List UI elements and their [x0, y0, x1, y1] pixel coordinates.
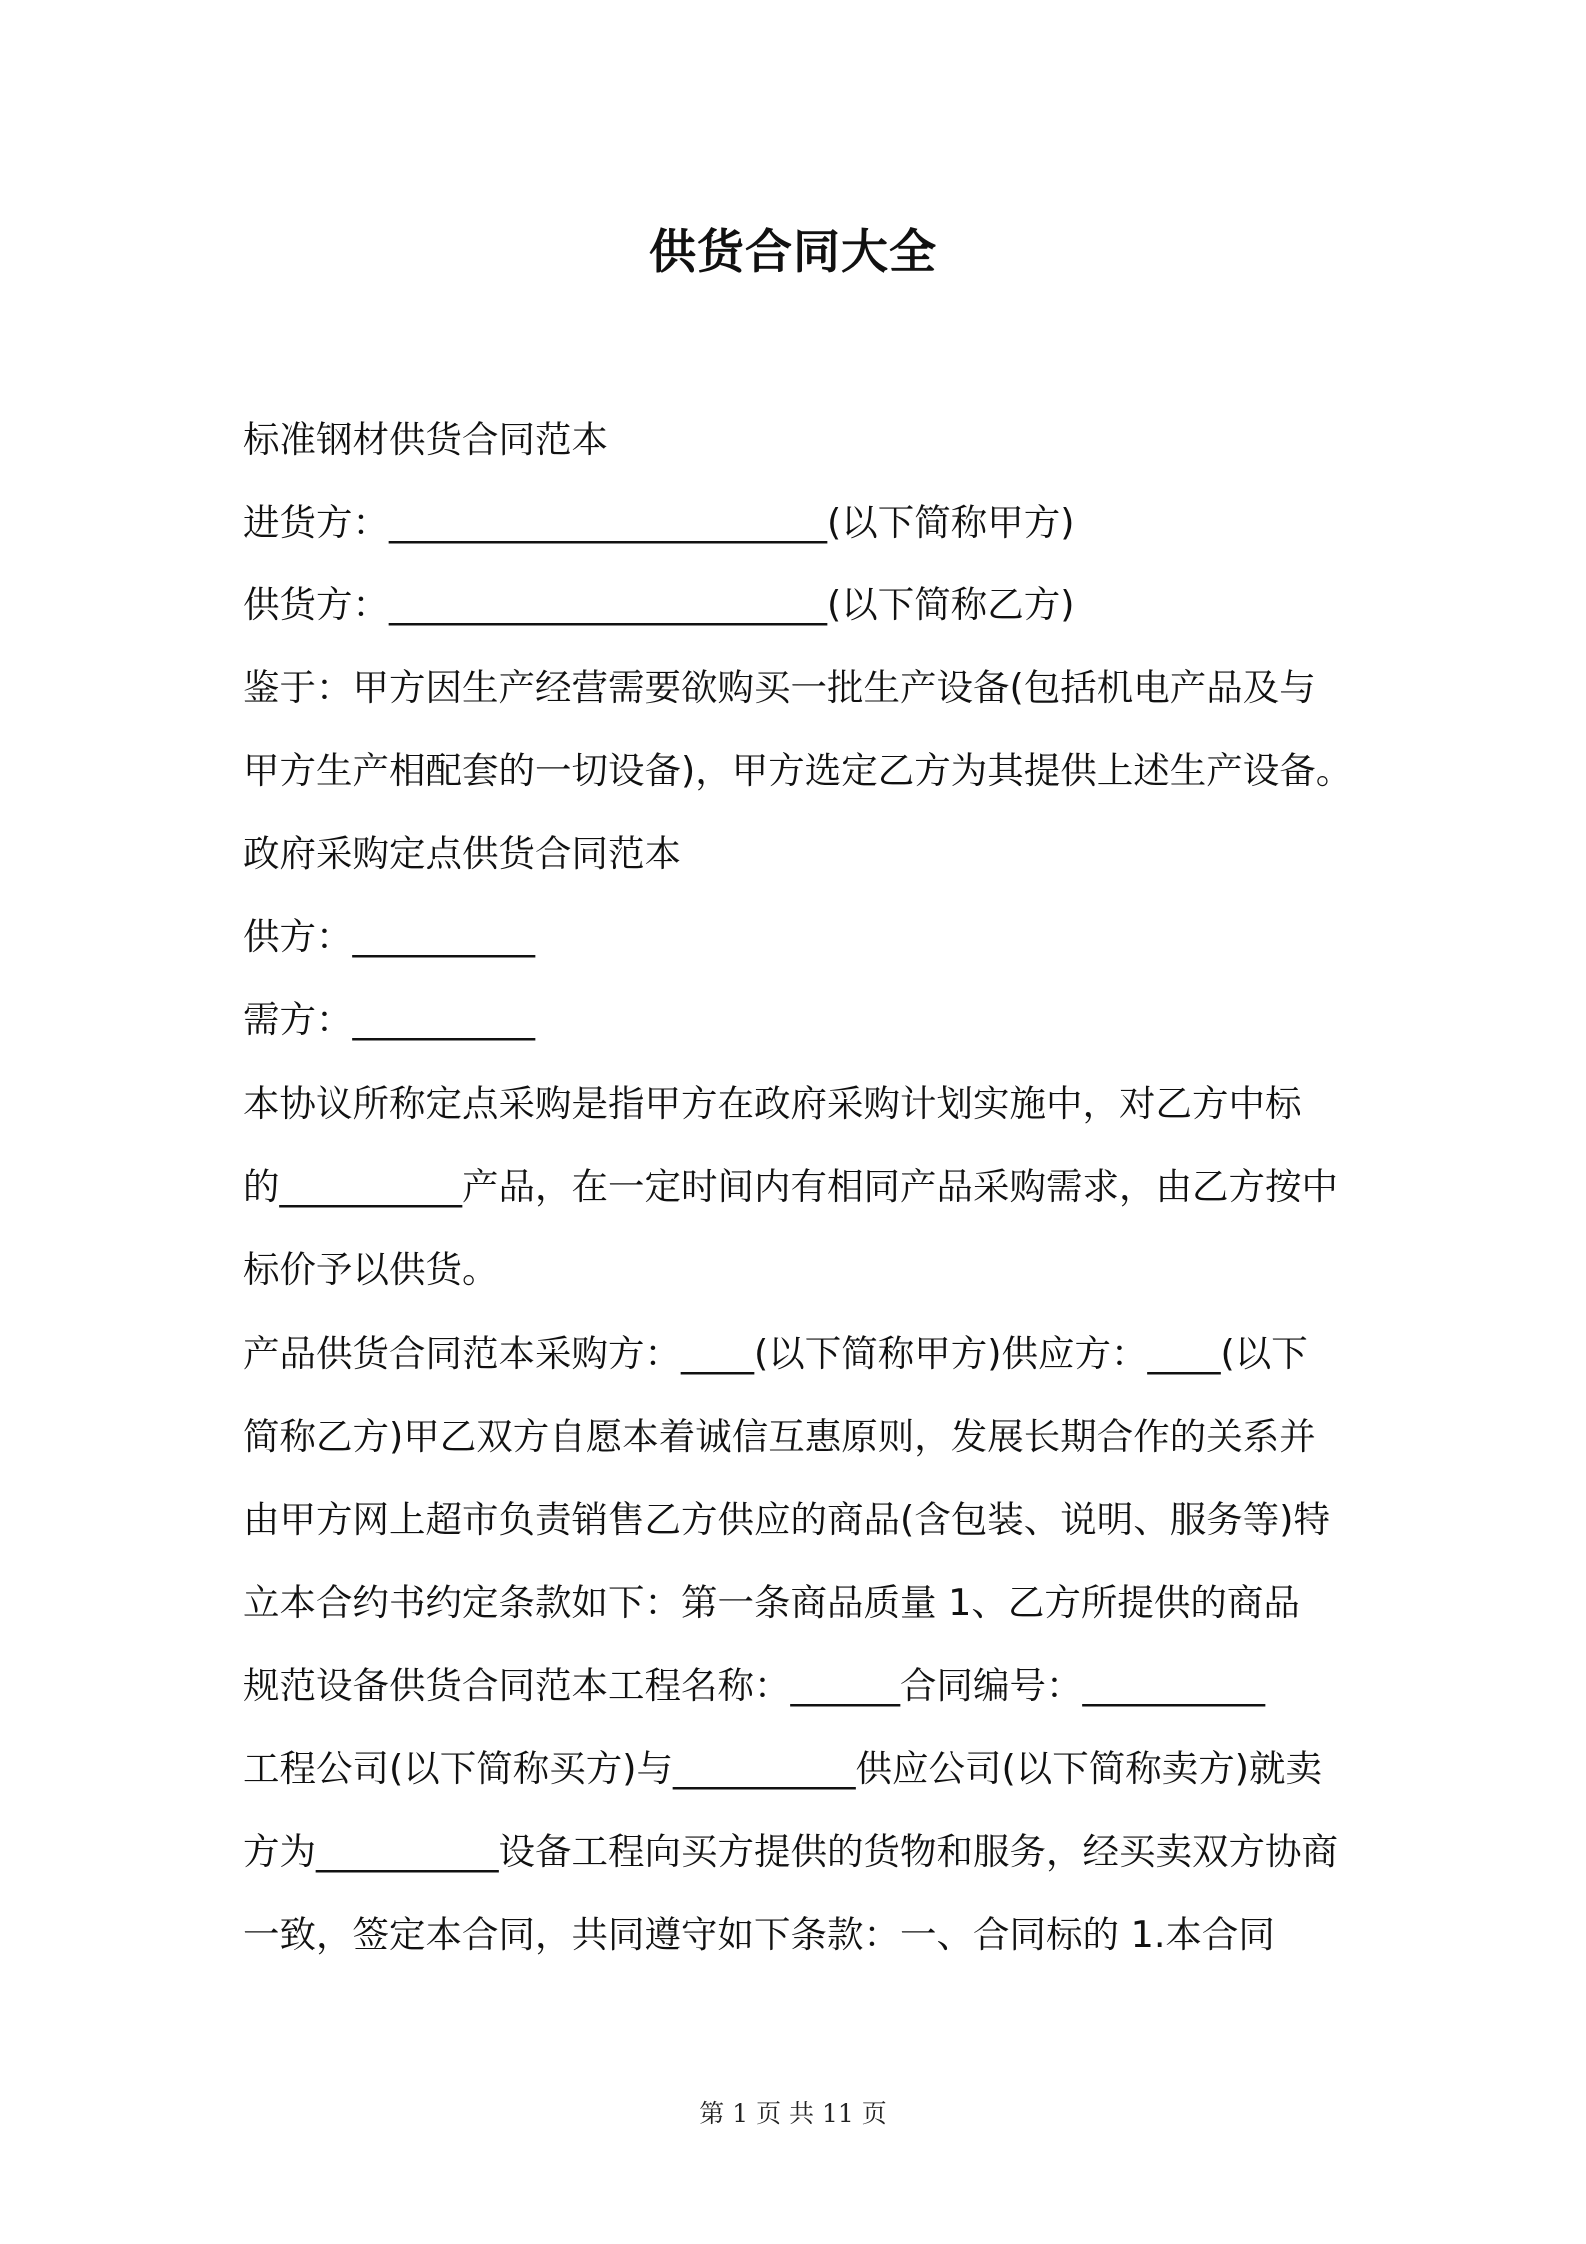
paragraph-line: 进货方：________________________(以下简称甲方) [243, 501, 1075, 544]
paragraph-line: 由甲方网上超市负责销售乙方供应的商品(含包装、说明、服务等)特 [243, 1498, 1330, 1541]
paragraph-line: 工程公司(以下简称买方)与__________供应公司(以下简称卖方)就卖 [243, 1747, 1322, 1790]
paragraph-line: 供方：__________ [243, 915, 535, 958]
paragraph-line: 甲方生产相配套的一切设备)，甲方选定乙方为其提供上述生产设备。 [243, 749, 1353, 792]
paragraph-line: 简称乙方)甲乙双方自愿本着诚信互惠原则，发展长期合作的关系并 [243, 1415, 1316, 1458]
paragraph-line: 产品供货合同范本采购方：____(以下简称甲方)供应方：____(以下 [243, 1332, 1308, 1375]
paragraph-line: 立本合约书约定条款如下：第一条商品质量 1、乙方所提供的商品 [243, 1581, 1300, 1624]
paragraph-line: 的__________产品，在一定时间内有相同产品采购需求，由乙方按中 [243, 1165, 1338, 1208]
paragraph-line: 供货方：________________________(以下简称乙方) [243, 583, 1075, 626]
paragraph-line: 需方：__________ [243, 998, 535, 1041]
paragraph-line: 标准钢材供货合同范本 [243, 418, 608, 461]
paragraph-line: 规范设备供货合同范本工程名称：______合同编号：__________ [243, 1664, 1265, 1707]
paragraph-line: 本协议所称定点采购是指甲方在政府采购计划实施中，对乙方中标 [243, 1082, 1302, 1125]
paragraph-line: 方为__________设备工程向买方提供的货物和服务，经买卖双方协商 [243, 1830, 1338, 1873]
page-number-footer: 第 1 页 共 11 页 [699, 2099, 887, 2128]
paragraph-line: 鉴于：甲方因生产经营需要欲购买一批生产设备(包括机电产品及与 [243, 666, 1316, 709]
paragraph-line: 一致，签定本合同，共同遵守如下条款：一、合同标的 1.本合同 [243, 1913, 1275, 1956]
paragraph-line: 标价予以供货。 [243, 1248, 499, 1291]
paragraph-line: 政府采购定点供货合同范本 [243, 832, 681, 875]
document-title: 供货合同大全 [649, 225, 937, 280]
